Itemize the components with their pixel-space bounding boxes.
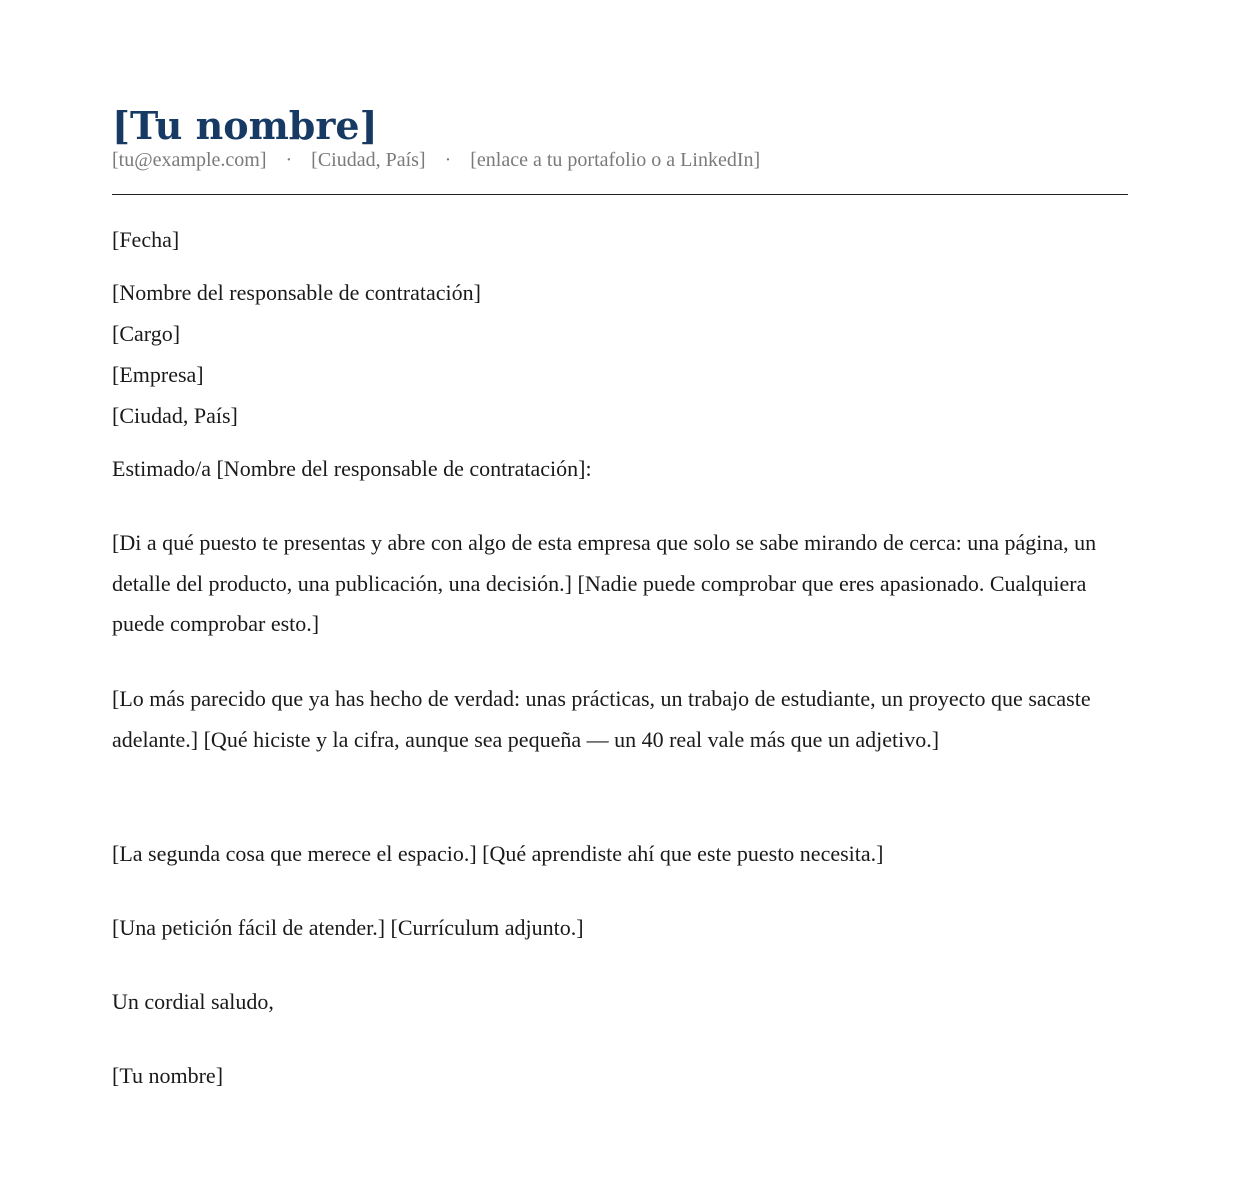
contact-location: [Ciudad, País] (311, 149, 426, 171)
body-paragraph-1: [Di a qué puesto te presentas y abre con algo de esta empresa que solo se sabe mirando de cerca: una página, un detalle del producto, una publicación, una decisión.] [Nadie puede comprobar que eres apasionado. Cualquiera puede comprobar esto.] (112, 530, 1097, 636)
signature: [Tu nombre] (112, 1063, 224, 1088)
recipient-name: [Nombre del responsable de contratación] (112, 280, 481, 305)
header-divider (112, 194, 1128, 195)
body-paragraph-3: [La segunda cosa que merece el espacio.] [Qué aprendiste ahí que este puesto necesita.] (112, 841, 884, 866)
recipient-company: [Empresa] (112, 362, 204, 387)
contact-email: [tu@example.com] (112, 149, 267, 171)
salutation: Estimado/a [Nombre del responsable de contratación]: (112, 456, 592, 481)
recipient-location: [Ciudad, País] (112, 403, 238, 428)
recipient-title: [Cargo] (112, 321, 181, 346)
body-paragraph-4: [Una petición fácil de atender.] [Currículum adjunto.] (112, 915, 584, 940)
letter-date: [Fecha] (112, 227, 180, 252)
contact-separator: · (444, 149, 452, 171)
closing: Un cordial saludo, (112, 989, 274, 1014)
contact-link: [enlace a tu portafolio o a LinkedIn] (470, 149, 761, 171)
contact-separator: · (285, 149, 293, 171)
contact-line (112, 147, 760, 173)
body-paragraph-2: [Lo más parecido que ya has hecho de verdad: unas prácticas, un trabajo de estudiante, un proyecto que sacaste adelante.] [Qué hiciste y la cifra, aunque sea pequeña — un 40 real vale más que un adjetivo.] (112, 686, 1091, 752)
sender-name-heading: [Tu nombre] (112, 103, 378, 148)
